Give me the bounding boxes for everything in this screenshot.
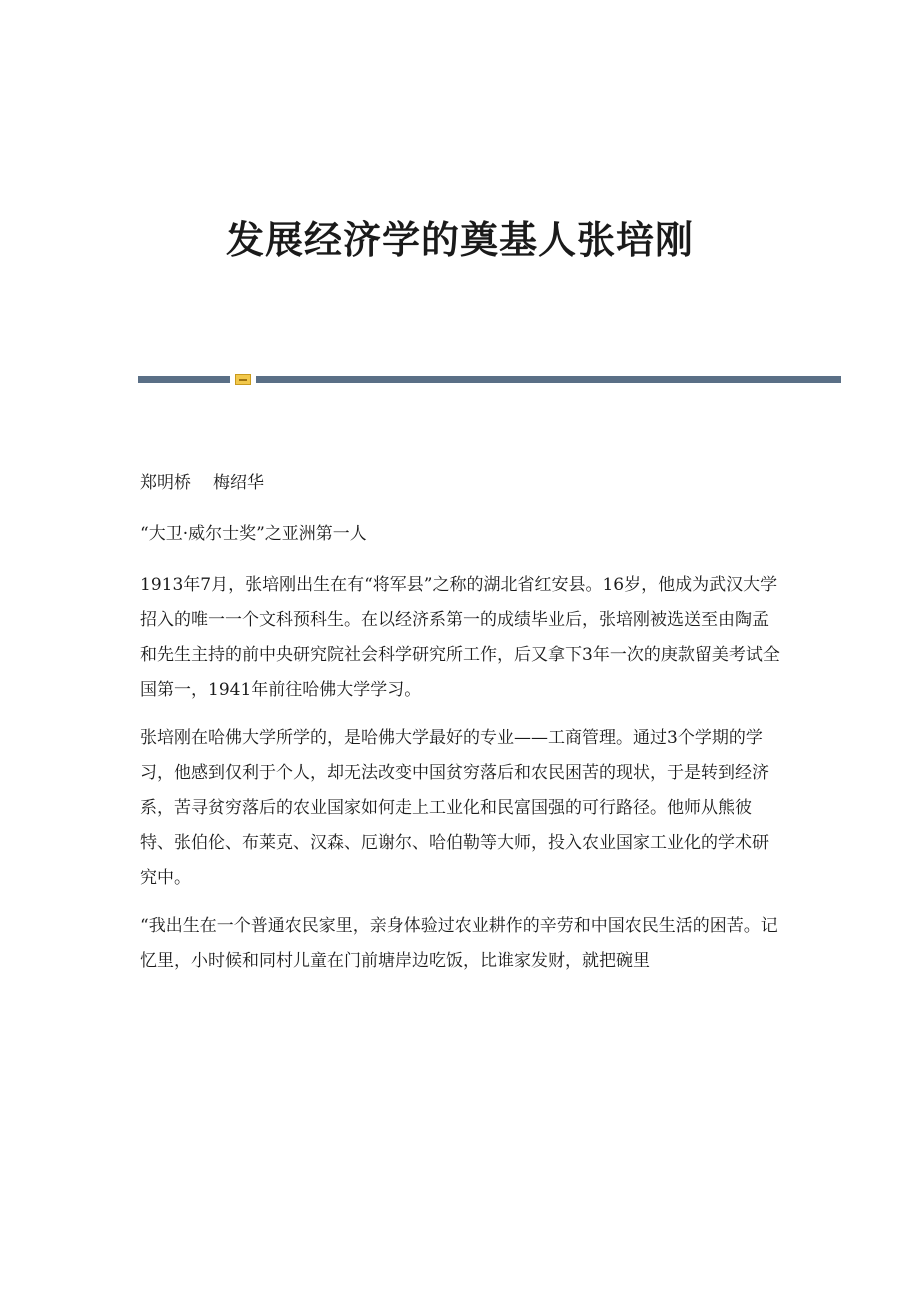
ornament-icon <box>235 374 251 385</box>
title-divider <box>138 374 841 386</box>
divider-bar-right <box>256 376 841 383</box>
page-title: 发展经济学的奠基人张培刚 <box>225 217 694 262</box>
author-name: 梅绍华 <box>213 473 264 493</box>
paragraph: “我出生在一个普通农民家里，亲身体验过农业耕作的辛劳和中国农民生活的困苦。记忆里，小时候和同村儿童在门前塘岸边吃饭，比谁家发财，就把碗里 <box>140 916 778 971</box>
divider-bar-left <box>138 376 230 383</box>
author-name: 郑明桥 <box>140 473 191 493</box>
article-body <box>140 466 780 992</box>
paragraph: 张培刚在哈佛大学所学的，是哈佛大学最好的专业——工商管理。通过3个学期的学习，他感到仅利于个人，却无法改变中国贫穷落后和农民困苦的现状，于是转到经济系，苦寻贫穷落后的农业国家如何走上工业化和民富国强的可行路径。他师从熊彼特、张伯伦、布莱克、汉森、厄谢尔、哈伯勒等大师，投入农业国家工业化的学术研究中。 <box>140 728 769 888</box>
author-line <box>140 466 780 501</box>
paragraph: 1913年7月，张培刚出生在有“将军县”之称的湖北省红安县。16岁，他成为武汉大学招入的唯一一个文科预科生。在以经济系第一的成绩毕业后，张培刚被选送至由陶孟和先生主持的前中央研究院社会科学研究所工作，后又拿下3年一次的庚款留美考试全国第一，1941年前往哈佛大学学习。 <box>140 575 780 700</box>
section-heading: “大卫·威尔士奖”之亚洲第一人 <box>140 524 367 544</box>
